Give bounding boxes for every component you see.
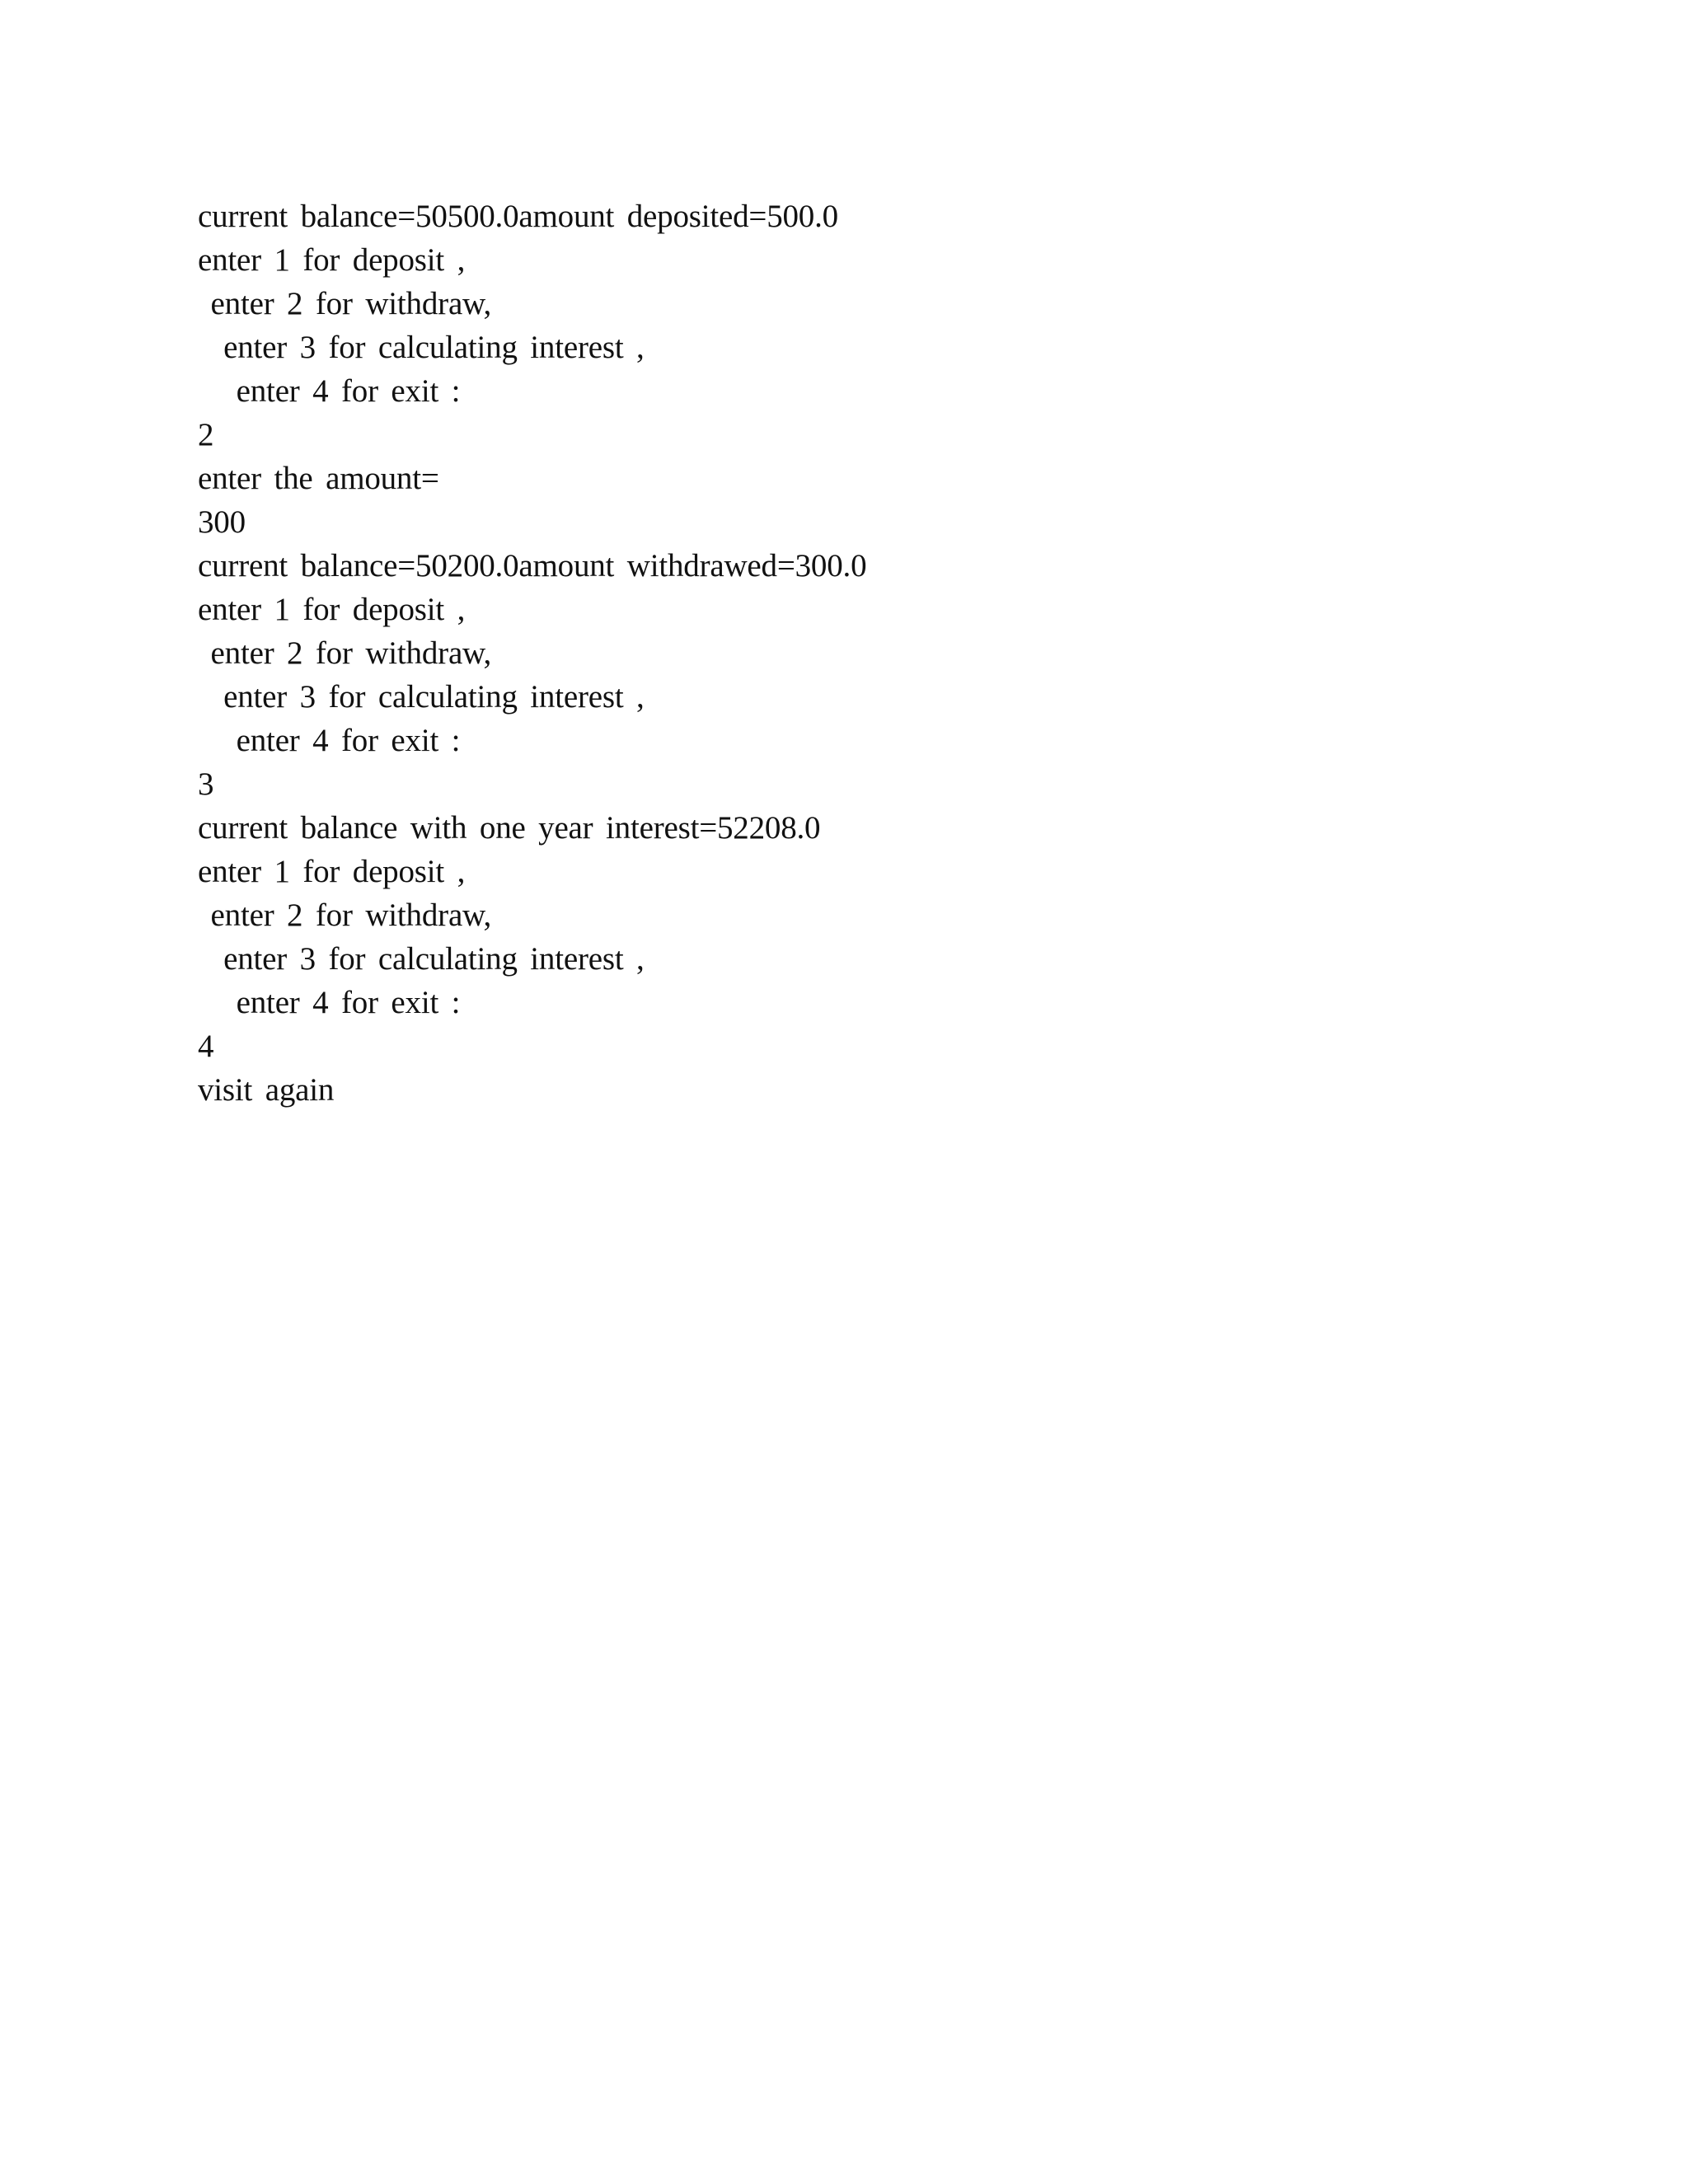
program-output [198, 194, 1517, 1112]
menu-option-withdraw: enter 2 for withdraw, [198, 286, 492, 321]
menu-option-exit: enter 4 for exit : [198, 985, 461, 1020]
menu-option-deposit: enter 1 for deposit , [198, 592, 466, 627]
menu-option-withdraw: enter 2 for withdraw, [198, 898, 492, 933]
menu-option-exit: enter 4 for exit : [198, 723, 461, 758]
menu-option-interest: enter 3 for calculating interest , [198, 330, 645, 365]
menu-option-interest: enter 3 for calculating interest , [198, 941, 645, 977]
output-line-interest-balance: current balance with one year interest=52208.0 [198, 810, 821, 846]
output-line-balance-after-deposit: current balance=50500.0amount deposited=500.0 [198, 199, 838, 234]
user-input-choice: 2 [198, 417, 214, 452]
output-line-balance-after-withdraw: current balance=50200.0amount withdrawed=300.0 [198, 548, 867, 583]
menu-option-exit: enter 4 for exit : [198, 373, 461, 409]
user-input-choice: 3 [198, 766, 214, 802]
menu-option-deposit: enter 1 for deposit , [198, 854, 466, 889]
user-input-amount: 300 [198, 504, 246, 540]
menu-option-interest: enter 3 for calculating interest , [198, 679, 645, 715]
menu-option-withdraw: enter 2 for withdraw, [198, 635, 492, 671]
amount-prompt: enter the amount= [198, 461, 439, 496]
farewell-message: visit again [198, 1072, 335, 1108]
user-input-choice: 4 [198, 1029, 214, 1064]
menu-option-deposit: enter 1 for deposit , [198, 242, 466, 278]
